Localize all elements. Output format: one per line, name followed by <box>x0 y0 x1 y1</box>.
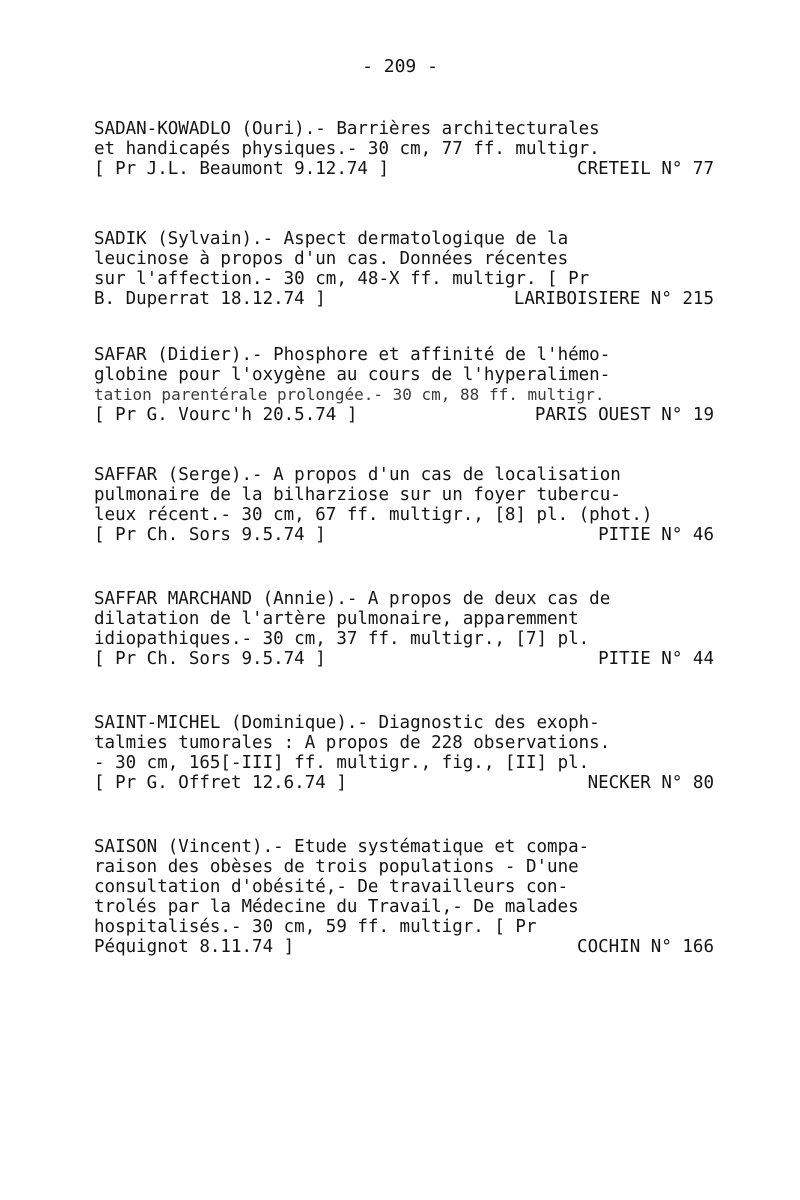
library-location: LARIBOISIERE N° 215 <box>513 289 714 309</box>
thesis-director-reference: [ Pr Ch. Sors 9.5.74 ] <box>94 649 326 669</box>
catalog-entry <box>94 229 734 309</box>
entry-text-line: SAISON (Vincent).- Etude systématique et compa- <box>94 837 590 857</box>
entry-text-line: dilatation de l'artère pulmonaire, apparemment <box>94 609 579 629</box>
catalog-entry <box>94 713 734 793</box>
library-location: PITIE N° 44 <box>598 649 714 669</box>
entry-text-line: idiopathiques.- 30 cm, 37 ff. multigr., [7] pl. <box>94 629 590 649</box>
entry-text-line: SAFFAR (Serge).- A propos d'un cas de localisation <box>94 465 621 485</box>
page-number: - 209 - <box>362 56 438 77</box>
entry-text-line: globine pour l'oxygène au cours de l'hyperalimen- <box>94 365 611 385</box>
entry-text-line: pulmonaire de la bilharziose sur un foyer tubercu- <box>94 485 621 505</box>
entry-text-line: talmies tumorales : A propos de 228 observations. <box>94 733 611 753</box>
catalog-entry <box>94 465 734 545</box>
thesis-director-reference: [ Pr G. Offret 12.6.74 ] <box>94 773 347 793</box>
entry-reference-line <box>94 289 714 309</box>
entry-text-line: SAINT-MICHEL (Dominique).- Diagnostic des exoph- <box>94 713 600 733</box>
thesis-director-reference: [ Pr G. Vourc'h 20.5.74 ] <box>94 405 358 425</box>
entry-text-line: sur l'affection.- 30 cm, 48-X ff. multigr. [ Pr <box>94 269 590 289</box>
entry-text-line: leucinose à propos d'un cas. Données récentes <box>94 249 569 269</box>
thesis-director-reference: [ Pr J.L. Beaumont 9.12.74 ] <box>94 159 390 179</box>
library-location: PITIE N° 46 <box>598 525 714 545</box>
entry-text-line: SAFFAR MARCHAND (Annie).- A propos de deux cas de <box>94 589 611 609</box>
entry-text-line: consultation d'obésité,- De travailleurs con- <box>94 877 569 897</box>
library-location: NECKER N° 80 <box>587 773 714 793</box>
library-location: COCHIN N° 166 <box>577 937 714 957</box>
catalog-entry <box>94 837 734 957</box>
entry-reference-line <box>94 405 714 425</box>
thesis-director-reference: Péquignot 8.11.74 ] <box>94 937 295 957</box>
thesis-director-reference: B. Duperrat 18.12.74 ] <box>94 289 326 309</box>
library-location: CRETEIL N° 77 <box>577 159 714 179</box>
entry-reference-line <box>94 159 714 179</box>
catalog-entry <box>94 119 734 179</box>
entry-reference-line <box>94 773 714 793</box>
entry-text-line: - 30 cm, 165[-III] ff. multigr., fig., [II] pl. <box>94 753 590 773</box>
entry-text-line: leux récent.- 30 cm, 67 ff. multigr., [8] pl. (phot.) <box>94 505 653 525</box>
catalog-entry <box>94 589 734 669</box>
entry-text-line: SAFAR (Didier).- Phosphore et affinité de l'hémo- <box>94 345 611 365</box>
entry-reference-line <box>94 525 714 545</box>
entry-text-line: trolés par la Médecine du Travail,- De malades <box>94 897 579 917</box>
thesis-director-reference: [ Pr Ch. Sors 9.5.74 ] <box>94 525 326 545</box>
entry-reference-line <box>94 937 714 957</box>
library-location: PARIS OUEST N° 19 <box>534 405 714 425</box>
entry-text-line: tation parentérale prolongée.- 30 cm, 88 ff. multigr. <box>94 385 605 404</box>
entry-reference-line <box>94 649 714 669</box>
catalog-entry <box>94 345 734 425</box>
entry-text-line: et handicapés physiques.- 30 cm, 77 ff. multigr. <box>94 139 600 159</box>
entry-text-line: SADIK (Sylvain).- Aspect dermatologique de la <box>94 229 569 249</box>
entry-text-line: raison des obèses de trois populations - D'une <box>94 857 579 877</box>
entry-text-line: hospitalisés.- 30 cm, 59 ff. multigr. [ Pr <box>94 917 537 937</box>
entry-text-line: SADAN-KOWADLO (Ouri).- Barrières architecturales <box>94 119 600 139</box>
